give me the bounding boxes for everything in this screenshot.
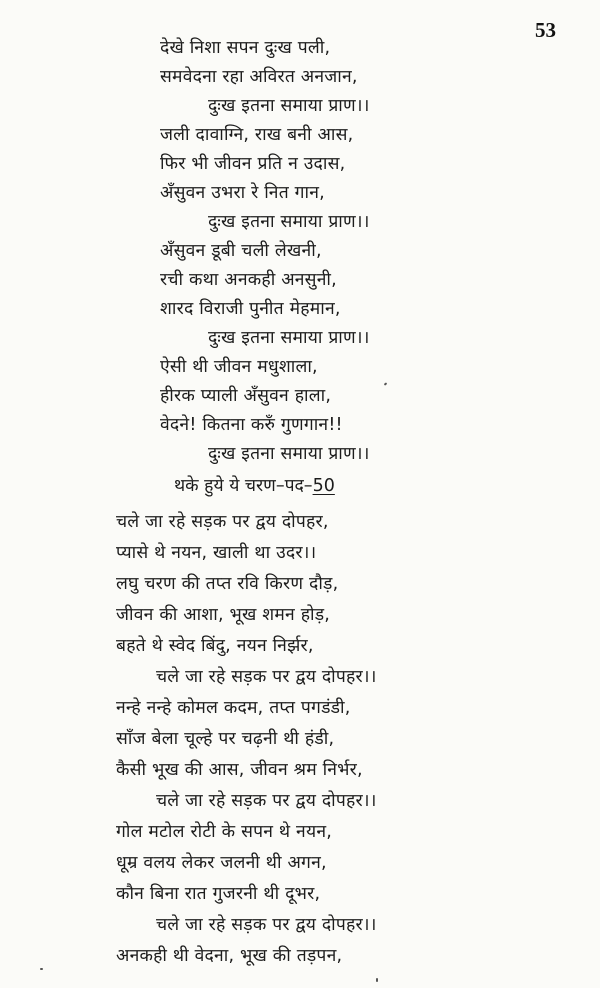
print-speck [384,382,388,385]
poem-line: समवेदना रहा अविरत अनजान, [160,67,358,87]
poem-refrain: दुःख इतना समाया प्राण।। [208,444,370,464]
poem-line: अनकही थी वेदना, भूख की तड़पन, [116,946,343,966]
poem-line: अँसुवन डूबी चली लेखनी, [160,241,322,261]
poem-line: साँज बेला चूल्हे पर चढ़नी थी हंडी, [116,729,335,749]
poem-line: देखे निशा सपन दुःख पली, [160,38,331,58]
poem-line: कौन बिना रात गुजरनी थी दूभर, [116,884,321,904]
print-speck [40,968,43,970]
poem-refrain: चले जा रहे सड़क पर द्वय दोपहर।। [156,667,377,687]
poem-2-title-text: थके हुये ये चरण–पद– [174,476,313,496]
print-speck [376,978,378,982]
poem-line: रची कथा अनकही अनसुनी, [160,270,337,290]
poem-2-title [174,474,335,498]
poem-line: कैसी भूख की आस, जीवन श्रम निर्भर, [116,760,363,780]
poem-line: वेदने! कितना करुँ गुणगान!! [160,415,343,435]
poem-refrain: चले जा रहे सड़क पर द्वय दोपहर।। [156,915,377,935]
poem-line: जली दावाग्नि, राख बनी आस, [160,125,354,145]
poem-2-number: 50 [312,476,335,496]
poem-line: बहते थे स्वेद बिंदु, नयन निर्झर, [116,636,314,656]
poem-refrain: दुःख इतना समाया प्राण।। [208,328,370,348]
poem-line: फिर भी जीवन प्रति न उदास, [160,154,346,174]
poem-line: गोल मटोल रोटी के सपन थे नयन, [116,822,332,842]
poem-line: धूम्र वलय लेकर जलनी थी अगन, [116,853,327,873]
poem-line: चले जा रहे सड़क पर द्वय दोपहर, [116,512,329,532]
poem-line: ऐसी थी जीवन मधुशाला, [160,357,318,377]
poem-refrain: दुःख इतना समाया प्राण।। [208,212,370,232]
poem-refrain: दुःख इतना समाया प्राण।। [208,96,370,116]
poem-refrain: चले जा रहे सड़क पर द्वय दोपहर।। [156,791,377,811]
poem-line: लघु चरण की तप्त रवि किरण दौड़, [116,574,339,594]
poem-line: अँसुवन उभरा रे नित गान, [160,183,325,203]
poem-line: प्यासे थे नयन, खाली था उदर।। [116,543,317,563]
poem-line: शारद विराजी पुनीत मेहमान, [160,299,341,319]
poem-line: नन्हे नन्हे कोमल कदम, तप्त पगडंडी, [116,698,351,718]
page-number: 53 [535,18,556,42]
poem-line: हीरक प्याली अँसुवन हाला, [160,386,332,406]
poem-line: जीवन की आशा, भूख शमन होड़, [116,605,331,625]
